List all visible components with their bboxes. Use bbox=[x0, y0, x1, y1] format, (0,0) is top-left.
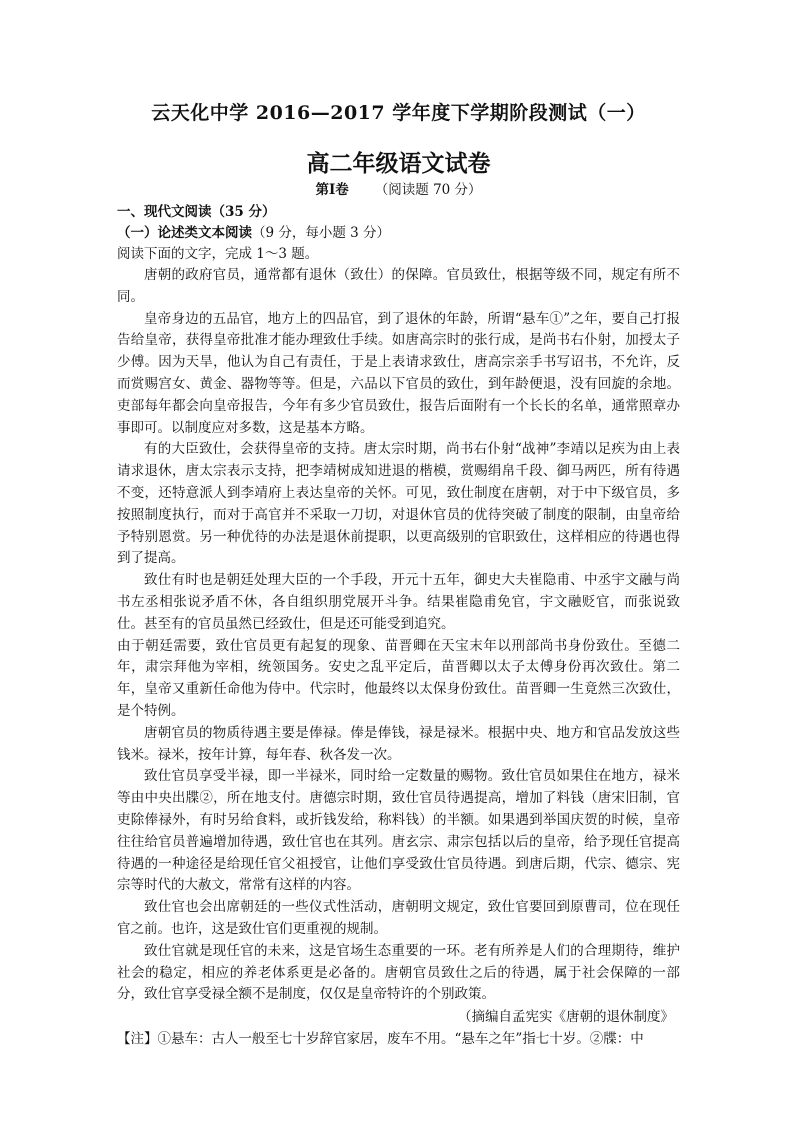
subsection-title: （一）论述类文本阅读 bbox=[117, 225, 252, 241]
passage-paragraph-8: 致仕官也会出席朝廷的一些仪式性活动，唐朝明文规定，致仕官要回到原曹司，位在现任官之前。也许，这是致仕官们更重视的规制。 bbox=[117, 899, 680, 937]
exam-title: 云天化中学 2016—2017 学年度下学期阶段测试（一） bbox=[151, 102, 646, 124]
footnote: 【注】①悬车：古人一般至七十岁辞官家居，废车不用。“悬车之年”指七十岁。②牒：中 bbox=[117, 1031, 644, 1048]
volume-label: 第Ⅰ卷 bbox=[315, 182, 349, 198]
volume-note: （阅读题 70 分） bbox=[374, 182, 482, 198]
section-heading: 一、现代文阅读（35 分） bbox=[117, 204, 276, 220]
passage-paragraph-1: 唐朝的政府官员，通常都有退休（致仕）的保障。官员致仕，根据等级不同，规定有所不同。 bbox=[117, 267, 680, 305]
passage bbox=[117, 265, 680, 1006]
passage-paragraph-4: 致仕有时也是朝廷处理大臣的一个手段，开元十五年，御史大夫崔隐甫、中丞宇文融与尚书左丞相张说矛盾不休，各自组织朋党展开斗争。结果崔隐甫免官，宇文融贬官，而张说致仕。甚至有的官员虽然已经致仕，但是还可能受到追究。 bbox=[117, 572, 680, 632]
exam-subtitle: 高二年级语文试卷 bbox=[306, 150, 491, 177]
volume-line bbox=[117, 180, 680, 200]
subsection-heading bbox=[117, 223, 680, 244]
reading-instruction: 阅读下面的文字，完成 1～3 题。 bbox=[117, 246, 319, 262]
passage-paragraph-9: 致仕官就是现任官的未来，这是官场生态重要的一环。老有所养是人们的合理期待，维护社会的稳定，相应的养老体系更是必备的。唐朝官员致仕之后的待遇，属于社会保障的一部分，致仕官享受禄全额不是制度，仅仅是皇帝特许的个别政策。 bbox=[117, 942, 680, 1003]
passage-paragraph-5: 由于朝廷需要，致仕官员更有起复的现象、苗晋卿在天宝末年以刑部尚书身份致仕。至德二年，肃宗拜他为宰相，统领国务。安史之乱平定后，苗晋卿以太子太傅身份再次致仕。第二年，皇帝又重新任命他为侍中。代宗时，他最终以太保身份致仕。苗晋卿一生竟然三次致仕，是个特例。 bbox=[117, 637, 680, 719]
subsection-note: （9 分，每小题 3 分） bbox=[252, 225, 391, 241]
passage-paragraph-7: 致仕官员享受半禄，即一半禄米，同时给一定数量的赐物。致仕官员如果住在地方，禄米等由中央出牒②，所在地支付。唐德宗时期，致仕官员待遇提高，增加了料钱（唐宋旧制，官吏除俸禄外，有时另给食料，或折钱发给，称料钱）的半额。如果遇到举国庆贺的时候，皇帝往往给官员普遍增加待遇，致仕官也在其列。唐玄宗、肃宗包括以后的皇帝，给予现任官提高待遇的一种途径是给现任官父祖授官，让他们享受致仕官员待遇。到唐后期，代宗、德宗、宪宗等时代的大赦文，常常有这样的内容。 bbox=[117, 768, 680, 894]
passage-paragraph-3: 有的大臣致仕，会获得皇帝的支持。唐太宗时期，尚书右仆射“战神”李靖以足疾为由上表请求退休，唐太宗表示支持，把李靖树成知进退的楷模，赏赐绢帛千段、御马两匹，所有待遇不变，还特意派人到李靖府上表达皇帝的关怀。可见，致仕制度在唐朝，对于中下级官员，多按照制度执行，而对于高官并不采取一刀切，对退休官员的优待突破了制度的限制，由皇帝给予特别恩赏。另一种优待的办法是退休前提职，以更高级别的官职致仕，这样相应的待遇也得到了提高。 bbox=[117, 441, 680, 567]
passage-paragraph-6: 唐朝官员的物质待遇主要是俸禄。俸是俸钱，禄是禄米。根据中央、地方和官品发放这些钱米。禄米，按年计算，每年春、秋各发一次。 bbox=[117, 724, 680, 763]
passage-paragraph-2: 皇帝身边的五品官，地方上的四品官，到了退休的年龄，所谓“悬车①”之年，要自己打报告给皇帝，获得皇帝批准才能办理致仕手续。如唐高宗时的张行成，是尚书右仆射，加授太子少傅。因为天旱，他认为自己有责任，于是上表请求致仕，唐高宗亲手书写诏书，不允许，反而赏赐宫女、黄金、器物等等。但是，六品以下官员的致仕，到年龄便退，没有回旋的余地。吏部每年都会向皇帝报告，今年有多少官员致仕，报告后面附有一个长长的名单，通常照章办事即可。以制度应对多数，这是基本方略。 bbox=[117, 310, 680, 436]
exam-page bbox=[117, 100, 680, 1050]
passage-source: （摘编自孟宪实《唐朝的退休制度》 bbox=[458, 1009, 674, 1026]
